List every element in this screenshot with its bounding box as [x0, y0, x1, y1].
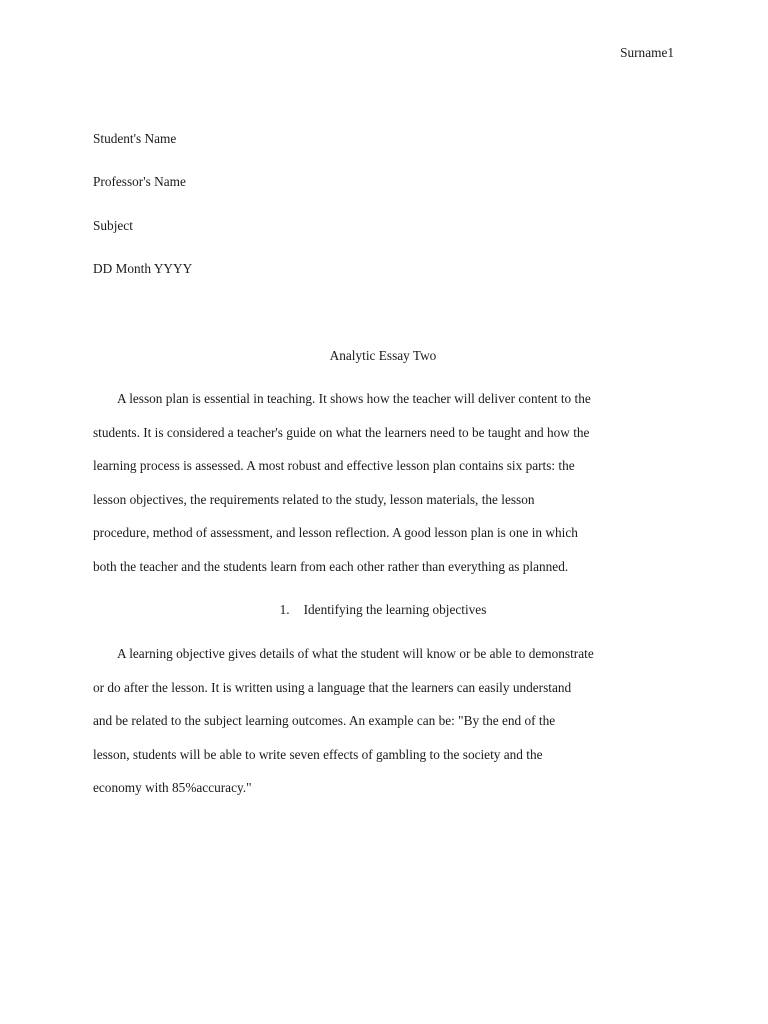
running-head: Surname1	[620, 45, 674, 60]
student-name: Student's Name	[93, 131, 177, 146]
section-number: 1.	[279, 602, 290, 617]
date: DD Month YYYY	[93, 260, 193, 276]
professor-name: Professor's Name	[93, 174, 186, 190]
section-title: Identifying the learning objectives	[303, 602, 487, 617]
paragraph-line: both the teacher and the students learn from each other rather than everything as planned.	[93, 558, 569, 574]
paragraph-line: procedure, method of assessment, and lesson reflection. A good lesson plan is one in which	[93, 525, 578, 541]
paragraph-line: students. It is considered a teacher's guide on what the learners need to be taught and how the	[93, 424, 590, 440]
paragraph-2	[93, 645, 673, 813]
paragraph-line: A lesson plan is essential in teaching. It shows how the teacher will deliver content to the	[117, 391, 591, 406]
paragraph-1	[93, 390, 673, 592]
student-heading-block	[93, 130, 673, 303]
paragraph-line: and be related to the subject learning outcomes. An example can be: "By the end of the	[93, 713, 556, 729]
paragraph-line: A learning objective gives details of what the student will know or be able to demonstrate	[117, 646, 594, 661]
paragraph-line: lesson, students will be able to write seven effects of gambling to the society and the	[93, 746, 543, 762]
paragraph-line: learning process is assessed. A most robust and effective lesson plan contains six parts: the	[93, 458, 575, 474]
paragraph-line: lesson objectives, the requirements related to the study, lesson materials, the lesson	[93, 491, 535, 507]
paragraph-line: or do after the lesson. It is written using a language that the learners can easily understand	[93, 679, 572, 695]
paragraph-line: economy with 85%accuracy."	[93, 780, 252, 796]
section-heading	[93, 601, 673, 619]
subject: Subject	[93, 217, 133, 233]
essay-title: Analytic Essay Two	[329, 348, 437, 363]
